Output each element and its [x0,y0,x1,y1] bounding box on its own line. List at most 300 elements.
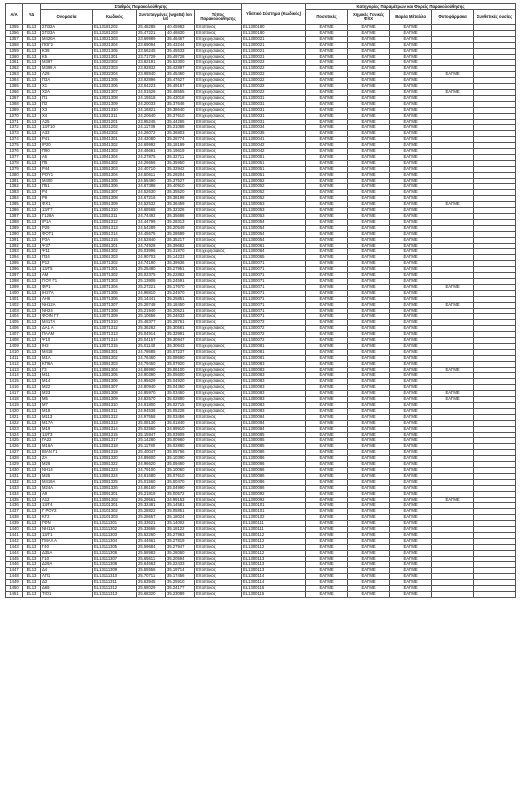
cell-lat: 35.23089 [166,592,195,598]
cell-lat: 35.00960 [166,438,195,444]
cell-lat: 35.43018 [166,95,195,101]
cell-quantity: ΕΑΓΜΕ [306,125,348,131]
cell-type: Εποπτικός [195,592,242,598]
cell-code: EL13081313 [93,420,137,426]
cell-type: Επιχειρησιακός [195,101,242,107]
cell-system: EL1300085 [242,432,306,438]
cell-yd: EL13 [23,72,41,78]
cell-lat: 35.37646 [166,101,195,107]
cell-code: EL13111306 [93,550,137,556]
cell-chem: ΕΑΓΜΕ [348,314,390,320]
cell-aa: 1356 [6,30,23,36]
cell-yd: EL13 [23,556,41,562]
cell-lat: 35.00572 [166,491,195,497]
cell-lon: 24.98810 [137,290,166,296]
cell-name: ΓΜΑΛ Α [41,538,93,544]
cell-name: Γ128Α [41,214,93,220]
table-body [6,25,516,598]
cell-metals: ΕΑΓΜΕ [390,373,432,379]
cell-lat: 35.20549 [166,225,195,231]
cell-quantity: ΕΑΓΜΕ [306,95,348,101]
cell-metals: ΕΑΓΜΕ [390,550,432,556]
cell-aa: 1425 [6,438,23,444]
cell-chem: ΕΑΓΜΕ [348,143,390,149]
cell-chem: ΕΑΓΜΕ [348,278,390,284]
cell-lon: 24.96620 [137,462,166,468]
cell-metals: ΕΑΓΜΕ [390,444,432,450]
cell-type: Εποπτικός [195,243,242,249]
cell-chem: ΕΑΓΜΕ [348,202,390,208]
cell-code: EL13071314 [93,338,137,344]
cell-chem: ΕΑΓΜΕ [348,296,390,302]
cell-metals: ΕΑΓΜΕ [390,338,432,344]
cell-system: EL1300086 [242,473,306,479]
cell-lon: 23.82191 [137,60,166,66]
cell-name: Γ ΡΟΥΣ [41,509,93,515]
cell-metals: ΕΑΓΜΕ [390,249,432,255]
cell-quantity: ΕΑΓΜΕ [306,420,348,426]
cell-quantity: ΕΑΓΜΕ [306,379,348,385]
cell-metals: ΕΑΓΜΕ [390,343,432,349]
cell-name: Μ7 [41,403,93,409]
cell-metals: ΕΑΓΜΕ [390,154,432,160]
cell-lat: 35.28313 [166,219,195,225]
cell-lat: 35.32942 [166,166,195,172]
cell-name: Ρ4 [41,190,93,196]
cell-quantity: ΕΑΓΜΕ [306,462,348,468]
cell-name: Μ25 [41,473,93,479]
cell-chem: ΕΑΓΜΕ [348,184,390,190]
cell-yd: EL13 [23,225,41,231]
cell-quantity: ΕΑΓΜΕ [306,485,348,491]
cell-lon: 25.15947 [137,432,166,438]
cell-lat: 35.03460 [166,391,195,397]
cell-system: EL1300083 [242,367,306,373]
cell-type: Επιχειρησιακός [195,361,242,367]
cell-lat: 35.21088 [166,125,195,131]
cell-lon: 24.20640 [137,113,166,119]
cell-metals: ΕΑΓΜΕ [390,284,432,290]
cell-lon: 24.52532 [137,202,166,208]
cell-yd: EL13 [23,42,41,48]
cell-lat: 35.38640 [166,107,195,113]
cell-aa: 1393 [6,249,23,255]
cell-name: Μ24Α [41,485,93,491]
cell-yd: EL13 [23,479,41,485]
cell-lon: 24.76460 [137,355,166,361]
cell-system: EL1300086 [242,467,306,473]
cell-metals: ΕΑΓΜΕ [390,438,432,444]
cell-phyto: ΕΑΓΜΕ [432,397,474,403]
cell-lon: 24.78685 [137,349,166,355]
cell-metals: ΕΑΓΜΕ [390,273,432,279]
cell-type: Εποπτικός [195,444,242,450]
cell-chem: ΕΑΓΜΕ [348,592,390,598]
cell-aa: 1417 [6,391,23,397]
cell-lon: 25.21940 [137,308,166,314]
cell-phyto: ΕΑΓΜΕ [432,391,474,397]
cell-type: Εποπτικός [195,568,242,574]
cell-lon: 23.95245 [137,119,166,125]
cell-code: EL13081307 [93,385,137,391]
cell-system: EL1300081 [242,349,306,355]
cell-aa: 1449 [6,580,23,586]
cell-code: EL13022302 [93,60,137,66]
cell-type: Εποπτικός [195,190,242,196]
cell-aa: 1384 [6,196,23,202]
cell-system: EL1300113 [242,562,306,568]
cell-quantity: ΕΑΓΜΕ [306,538,348,544]
cell-metals: ΕΑΓΜΕ [390,509,432,515]
cell-aa: 1402 [6,302,23,308]
cell-quantity: ΕΑΓΜΕ [306,403,348,409]
cell-metals: ΕΑΓΜΕ [390,267,432,273]
cell-system: EL1300071 [242,267,306,273]
cell-code: EL13111303 [93,532,137,538]
cell-type: Επιχειρησιακός [195,36,242,42]
cell-type: Εποπτικός [195,255,242,261]
cell-quantity: ΕΑΓΜΕ [306,397,348,403]
cell-code: EL13081309 [93,397,137,403]
cell-yd: EL13 [23,426,41,432]
cell-lon: 24.11738 [137,125,166,131]
cell-type: Εποπτικός [195,532,242,538]
cell-metals: ΕΑΓΜΕ [390,556,432,562]
cell-quantity: ΕΑΓΜΕ [306,503,348,509]
cell-code: EL13071310 [93,320,137,326]
header-params-group: Κατηγορίες Παραμέτρων και Φορείς Παρακολούθησης [306,4,516,10]
cell-chem: ΕΑΓΜΕ [348,178,390,184]
cell-chem: ΕΑΓΜΕ [348,54,390,60]
cell-code: EL13071301 [93,267,137,273]
cell-quantity: ΕΑΓΜΕ [306,515,348,521]
cell-metals: ΕΑΓΜΕ [390,261,432,267]
cell-lat: 35.24177 [166,586,195,592]
cell-name: ΓΦΝ [41,521,93,527]
cell-lon: 24.79100 [137,467,166,473]
cell-aa: 1369 [6,107,23,113]
cell-yd: EL13 [23,196,41,202]
cell-aa: 1441 [6,532,23,538]
cell-chem: ΕΑΓΜΕ [348,107,390,113]
cell-lat: 35.07237 [166,349,195,355]
cell-lon: 25.28657 [137,515,166,521]
cell-chem: ΕΑΓΜΕ [348,214,390,220]
cell-chem: ΕΑΓΜΕ [348,361,390,367]
cell-code: EL13081311 [93,408,137,414]
cell-metals: ΕΑΓΜΕ [390,349,432,355]
cell-system: EL1300054 [242,237,306,243]
cell-quantity: ΕΑΓΜΕ [306,556,348,562]
cell-chem: ΕΑΓΜΕ [348,527,390,533]
cell-code: EL13051313 [93,225,137,231]
cell-aa: 1409 [6,343,23,349]
cell-lon: 24.45675 [137,231,166,237]
cell-aa: 1364 [6,78,23,84]
cell-lat: 35.49167 [166,84,195,90]
cell-lon: 25.10656 [137,314,166,320]
cell-quantity: ΕΑΓΜΕ [306,72,348,78]
cell-type: Εποπτικός [195,160,242,166]
cell-aa: 1379 [6,166,23,172]
cell-code: EL13021310 [93,107,137,113]
cell-system: EL1300021 [242,42,306,48]
cell-system: EL1300114 [242,574,306,580]
cell-name: Μ5 [41,397,93,403]
cell-quantity: ΕΑΓΜΕ [306,408,348,414]
cell-name: Μ419Α [41,479,93,485]
cell-type: Εποπτικός [195,208,242,214]
cell-chem: ΕΑΓΜΕ [348,497,390,503]
cell-quantity: ΕΑΓΜΕ [306,479,348,485]
cell-metals: ΕΑΓΜΕ [390,497,432,503]
cell-metals: ΕΑΓΜΕ [390,450,432,456]
cell-metals: ΕΑΓΜΕ [390,426,432,432]
cell-metals: ΕΑΓΜΕ [390,66,432,72]
cell-chem: ΕΑΓΜΕ [348,290,390,296]
cell-name: ΒΙΑΝ Γ1 [41,450,93,456]
cell-system: EL1300054 [242,231,306,237]
cell-code: EL13081310 [93,403,137,409]
cell-metals: ΕΑΓΜΕ [390,408,432,414]
cell-type: Εποπτικός [195,267,242,273]
cell-aa: 1376 [6,149,23,155]
cell-chem: ΕΑΓΜΕ [348,349,390,355]
cell-yd: EL13 [23,48,41,54]
cell-system: EL1300083 [242,391,306,397]
cell-aa: 1387 [6,214,23,220]
cell-aa: 1440 [6,527,23,533]
cell-code: EL13081306 [93,379,137,385]
cell-quantity: ΕΑΓΜΕ [306,143,348,149]
cell-lat: 35.28774 [166,137,195,143]
cell-yd: EL13 [23,202,41,208]
cell-aa: 1422 [6,420,23,426]
cell-code: EL13111305 [93,544,137,550]
cell-aa: 1414 [6,373,23,379]
cell-yd: EL13 [23,420,41,426]
cell-aa: 1407 [6,332,23,338]
cell-type: Επιχειρησιακός [195,95,242,101]
cell-lon: 25.68320 [137,592,166,598]
cell-system: EL1300111 [242,521,306,527]
cell-name: ΚΠ6Α [41,361,93,367]
cell-lon: 25.33668 [137,527,166,533]
cell-yd: EL13 [23,273,41,279]
cell-metals: ΕΑΓΜΕ [390,225,432,231]
cell-chem: ΕΑΓΜΕ [348,72,390,78]
cell-system: EL1300112 [242,550,306,556]
cell-system: EL1300083 [242,403,306,409]
cell-system: EL1300081 [242,343,306,349]
cell-lat: 35.31870 [166,249,195,255]
cell-quantity: ΕΑΓΜΕ [306,66,348,72]
cell-system: EL1300052 [242,184,306,190]
cell-code: EL13081314 [93,426,137,432]
cell-yd: EL13 [23,580,41,586]
cell-type: Εποπτικός [195,527,242,533]
cell-quantity: ΕΑΓΜΕ [306,107,348,113]
cell-lat: 34.99910 [166,426,195,432]
cell-name: ΝΗ12Α [41,302,93,308]
cell-chem: ΕΑΓΜΕ [348,562,390,568]
cell-lat: 35.37610 [166,113,195,119]
cell-lon: 24.46661 [137,149,166,155]
cell-aa: 1360 [6,54,23,60]
cell-aa: 1427 [6,450,23,456]
cell-system: EL1300083 [242,361,306,367]
cell-aa: 1368 [6,101,23,107]
cell-lon: 25.21819 [137,491,166,497]
cell-quantity: ΕΑΓΜΕ [306,261,348,267]
cell-chem: ΕΑΓΜΕ [348,414,390,420]
cell-yd: EL13 [23,497,41,503]
cell-code: EL13111308 [93,562,137,568]
cell-lon: 25.64663 [137,562,166,568]
cell-lon: 25.11780 [137,444,166,450]
cell-quantity: ΕΑΓΜΕ [306,308,348,314]
cell-name: Ψ11 [41,249,93,255]
cell-chem: ΕΑΓΜΕ [348,338,390,344]
cell-lat: 35.20594 [166,556,195,562]
cell-yd: EL13 [23,326,41,332]
cell-chem: ΕΑΓΜΕ [348,219,390,225]
cell-chem: ΕΑΓΜΕ [348,456,390,462]
cell-metals: ΕΑΓΜΕ [390,332,432,338]
cell-name: Ρ41 [41,137,93,143]
cell-aa: 1396 [6,267,23,273]
cell-quantity: ΕΑΓΜΕ [306,178,348,184]
cell-type: Επιχειρησιακός [195,107,242,113]
cell-system: EL1300112 [242,538,306,544]
cell-chem: ΕΑΓΜΕ [348,491,390,497]
cell-metals: ΕΑΓΜΕ [390,296,432,302]
cell-yd: EL13 [23,25,41,31]
cell-lon: 25.04157 [137,338,166,344]
cell-aa: 1435 [6,497,23,503]
cell-name: Π1 [41,95,93,101]
cell-lat: 35.49728 [166,54,195,60]
cell-name: Α5 [41,154,93,160]
cell-yd: EL13 [23,320,41,326]
cell-chem: ΕΑΓΜΕ [348,273,390,279]
cell-code: EL13111313 [93,592,137,598]
cell-chem: ΕΑΓΜΕ [348,196,390,202]
cell-system: EL1300180 [242,25,306,31]
cell-quantity: ΕΑΓΜΕ [306,36,348,42]
cell-yd: EL13 [23,208,41,214]
cell-lat: 35.30643 [166,343,195,349]
cell-quantity: ΕΑΓΜΕ [306,544,348,550]
cell-yd: EL13 [23,408,41,414]
cell-code: EL13091302 [93,497,137,503]
cell-lon: 25.01560 [137,479,166,485]
cell-name: Μ418 [41,349,93,355]
cell-lon: 24.68568 [137,208,166,214]
cell-code: EL13021309 [93,101,137,107]
cell-aa: 1403 [6,308,23,314]
cell-chem: ΕΑΓΜΕ [348,532,390,538]
cell-code: EL13021303 [93,36,137,42]
cell-name: ΔΑ1 Α [41,326,93,332]
cell-metals: ΕΑΓΜΕ [390,479,432,485]
cell-code: EL13101302 [93,509,137,515]
cell-chem: ΕΑΓΜΕ [348,243,390,249]
cell-name: 13/Γ10 [41,125,93,131]
cell-system: EL1300022 [242,72,306,78]
cell-yd: EL13 [23,361,41,367]
cell-aa: 1415 [6,379,23,385]
cell-name: Δ3 [41,580,93,586]
cell-aa: 1428 [6,456,23,462]
cell-aa: 1382 [6,184,23,190]
cell-type: Εποπτικός [195,467,242,473]
cell-system: EL1300041 [242,137,306,143]
cell-lat: 35.14581 [166,503,195,509]
cell-metals: ΕΑΓΜΕ [390,54,432,60]
cell-metals: ΕΑΓΜΕ [390,361,432,367]
cell-metals: ΕΑΓΜΕ [390,414,432,420]
cell-lat: 34.99153 [166,497,195,503]
cell-lat: 35.47627 [166,78,195,84]
cell-quantity: ΕΑΓΜΕ [306,54,348,60]
cell-metals: ΕΑΓΜΕ [390,208,432,214]
cell-quantity: ΕΑΓΜΕ [306,154,348,160]
cell-type: Εποπτικός [195,462,242,468]
cell-quantity: ΕΑΓΜΕ [306,349,348,355]
cell-aa: 1385 [6,202,23,208]
cell-type: Εποπτικός [195,119,242,125]
cell-chem: ΕΑΓΜΕ [348,101,390,107]
cell-yd: EL13 [23,308,41,314]
cell-lat: 35.30581 [166,326,195,332]
cell-system: EL1300031 [242,101,306,107]
cell-system: EL1300083 [242,397,306,403]
cell-name: Ψ37 [41,243,93,249]
cell-quantity: ΕΑΓΜΕ [306,521,348,527]
cell-code: EL13111304 [93,538,137,544]
cell-metals: ΕΑΓΜΕ [390,143,432,149]
cell-quantity: ΕΑΓΜΕ [306,231,348,237]
cell-quantity: ΕΑΓΜΕ [306,343,348,349]
cell-lat: 35.42897 [166,66,195,72]
cell-quantity: ΕΑΓΜΕ [306,296,348,302]
cell-aa: 1419 [6,403,23,409]
cell-chem: ΕΑΓΜΕ [348,580,390,586]
cell-lon: 24.69992 [137,143,166,149]
cell-chem: ΕΑΓΜΕ [348,42,390,48]
cell-code: EL13061303 [93,255,137,261]
cell-yd: EL13 [23,515,41,521]
cell-metals: ΕΑΓΜΕ [390,391,432,397]
cell-aa: 1424 [6,432,23,438]
cell-lon: 25.04914 [137,332,166,338]
cell-code: EL13051305 [93,178,137,184]
cell-metals: ΕΑΓΜΕ [390,515,432,521]
cell-system: EL1300180 [242,30,306,36]
cell-yd: EL13 [23,403,41,409]
cell-chem: ΕΑΓΜΕ [348,509,390,515]
cell-system: EL1300086 [242,456,306,462]
cell-lon: 25.58983 [137,550,166,556]
cell-code: EL13061302 [93,249,137,255]
cell-type: Εποπτικός [195,308,242,314]
cell-synth [474,592,516,598]
cell-code: EL13051310 [93,208,137,214]
cell-quantity: ΕΑΓΜΕ [306,332,348,338]
cell-lon: 24.91800 [137,403,166,409]
cell-type: Εποπτικός [195,473,242,479]
